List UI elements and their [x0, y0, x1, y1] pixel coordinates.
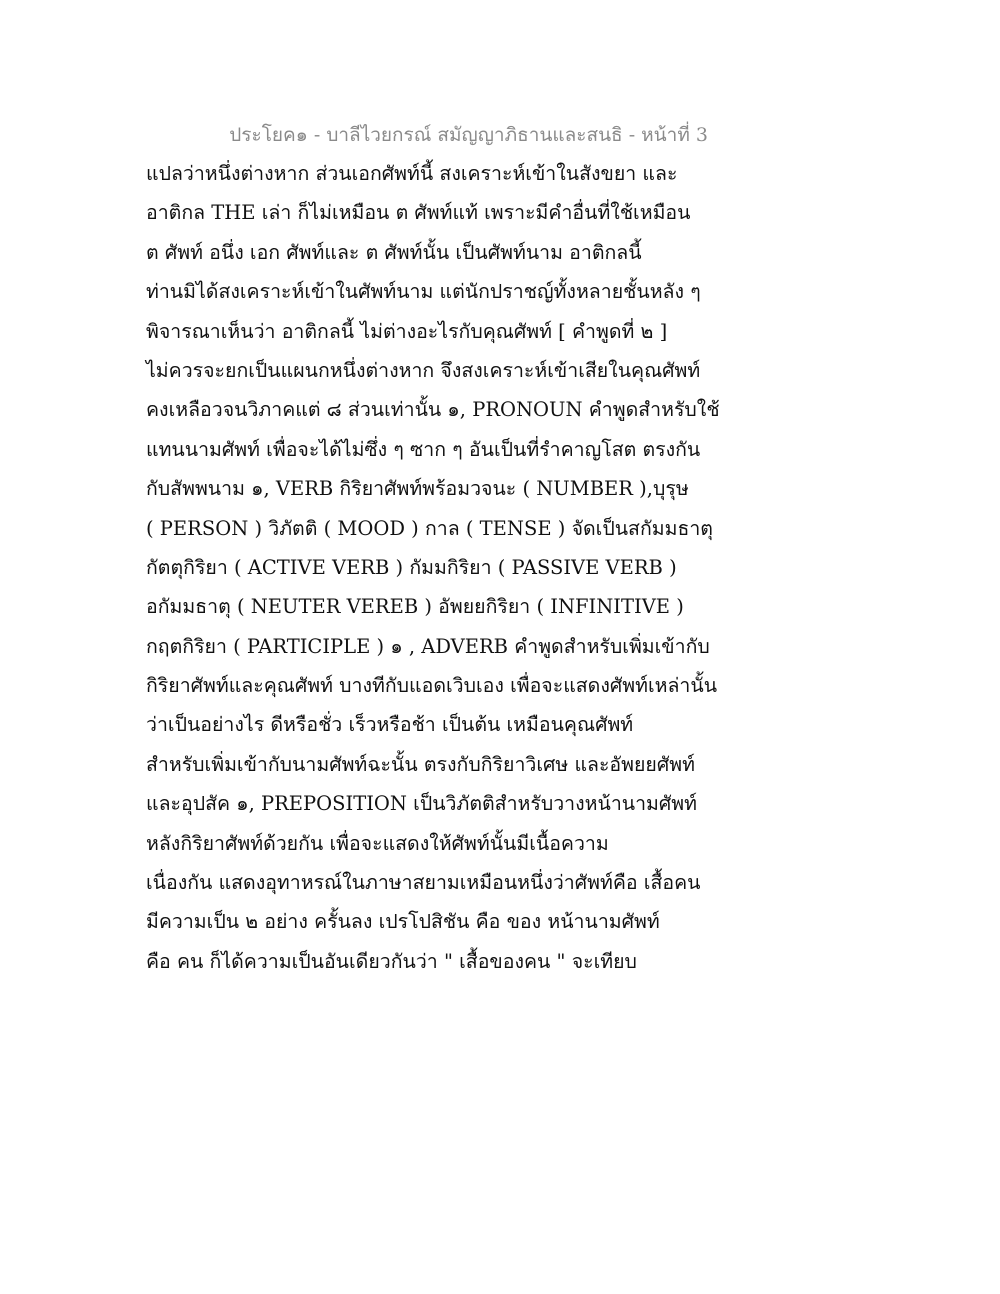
body-line-9: กับสัพพนาม ๑, VERB กิริยาศัพท์พร้อมวจนะ ( NUMBER ),บุรุษ [146, 477, 689, 501]
body-line-16: สำหรับเพิ่มเข้ากับนามศัพท์ฉะนั้น ตรงกับกิริยาวิเศษ และอัพยยศัพท์ [146, 752, 695, 776]
body-line-14: กิริยาศัพท์และคุณศัพท์ บางทีกับแอดเวิบเอง เพื่อจะแสดงศัพท์เหล่านั้น [146, 674, 718, 698]
body-line-13: กฤตกิริยา ( PARTICIPLE ) ๑ , ADVERB คำพูดสำหรับเพิ่มเข้ากับ [146, 634, 710, 658]
body-line-7: คงเหลือวจนวิภาคแต่ ๘ ส่วนเท่านั้น ๑, PRONOUN คำพูดสำหรับใช้ [146, 398, 720, 422]
body-line-17: และอุปสัค ๑, PREPOSITION เป็นวิภัตติสำหรับวางหน้านามศัพท์ [146, 792, 697, 816]
body-line-12: อกัมมธาตุ ( NEUTER VEREB ) อัพยยกิริยา ( INFINITIVE ) [146, 595, 684, 619]
body-line-15: ว่าเป็นอย่างไร ดีหรือชั่ว เร็วหรือช้า เป็นต้น เหมือนคุณศัพท์ [146, 713, 634, 737]
body-line-21: คือ คน ก็ได้ความเป็นอันเดียวกันว่า " เสื้อของคน " จะเทียบ [146, 949, 637, 973]
body-line-3: ต ศัพท์ อนึ่ง เอก ศัพท์และ ต ศัพท์นั้น เป็นศัพท์นาม อาติกลนี้ [146, 240, 642, 264]
body-line-4: ท่านมิได้สงเคราะห์เข้าในศัพท์นาม แต่นักปราชญ์ทั้งหลายชั้นหลัง ๆ [146, 280, 701, 304]
body-line-2: อาติกล THE เล่า ก็ไม่เหมือน ต ศัพท์แท้ เพราะมีคำอื่นที่ใช้เหมือน [146, 201, 691, 225]
body-line-10: ( PERSON ) วิภัตติ ( MOOD ) กาล ( TENSE ) จัดเป็นสกัมมธาตุ [146, 516, 713, 540]
body-line-18: หลังกิริยาศัพท์ด้วยกัน เพื่อจะแสดงให้ศัพท์นั้นมีเนื้อความ [146, 831, 609, 855]
body-line-5: พิจารณาเห็นว่า อาติกลนี้ ไม่ต่างอะไรกับคุณศัพท์ [ คำพูดที่ ๒ ] [146, 319, 668, 343]
body-line-8: แทนนามศัพท์ เพื่อจะได้ไม่ซึ่ง ๆ ซาก ๆ อันเป็นที่รำคาญโสต ตรงกัน [146, 437, 701, 461]
body-text [146, 154, 746, 981]
body-line-6: ไม่ควรจะยกเป็นแผนกหนึ่งต่างหาก จึงสงเคราะห์เข้าเสียในคุณศัพท์ [146, 358, 701, 382]
page-header: ประโยค๑ - บาลีไวยกรณ์ สมัญญาภิธานและสนธิ - หน้าที่ 3 [229, 124, 708, 146]
body-line-19: เนื่องกัน แสดงอุทาหรณ์ในภาษาสยามเหมือนหนึ่งว่าศัพท์คือ เสื้อคน [146, 871, 701, 895]
body-line-1: แปลว่าหนึ่งต่างหาก ส่วนเอกศัพท์นี้ สงเคราะห์เข้าในสังขยา และ [146, 162, 678, 185]
body-line-20: มีความเป็น ๒ อย่าง ครั้นลง เปรโปสิชัน คือ ของ หน้านามศัพท์ [146, 910, 660, 934]
body-line-11: กัตตุกิริยา ( ACTIVE VERB ) กัมมกิริยา ( PASSIVE VERB ) [146, 555, 677, 579]
